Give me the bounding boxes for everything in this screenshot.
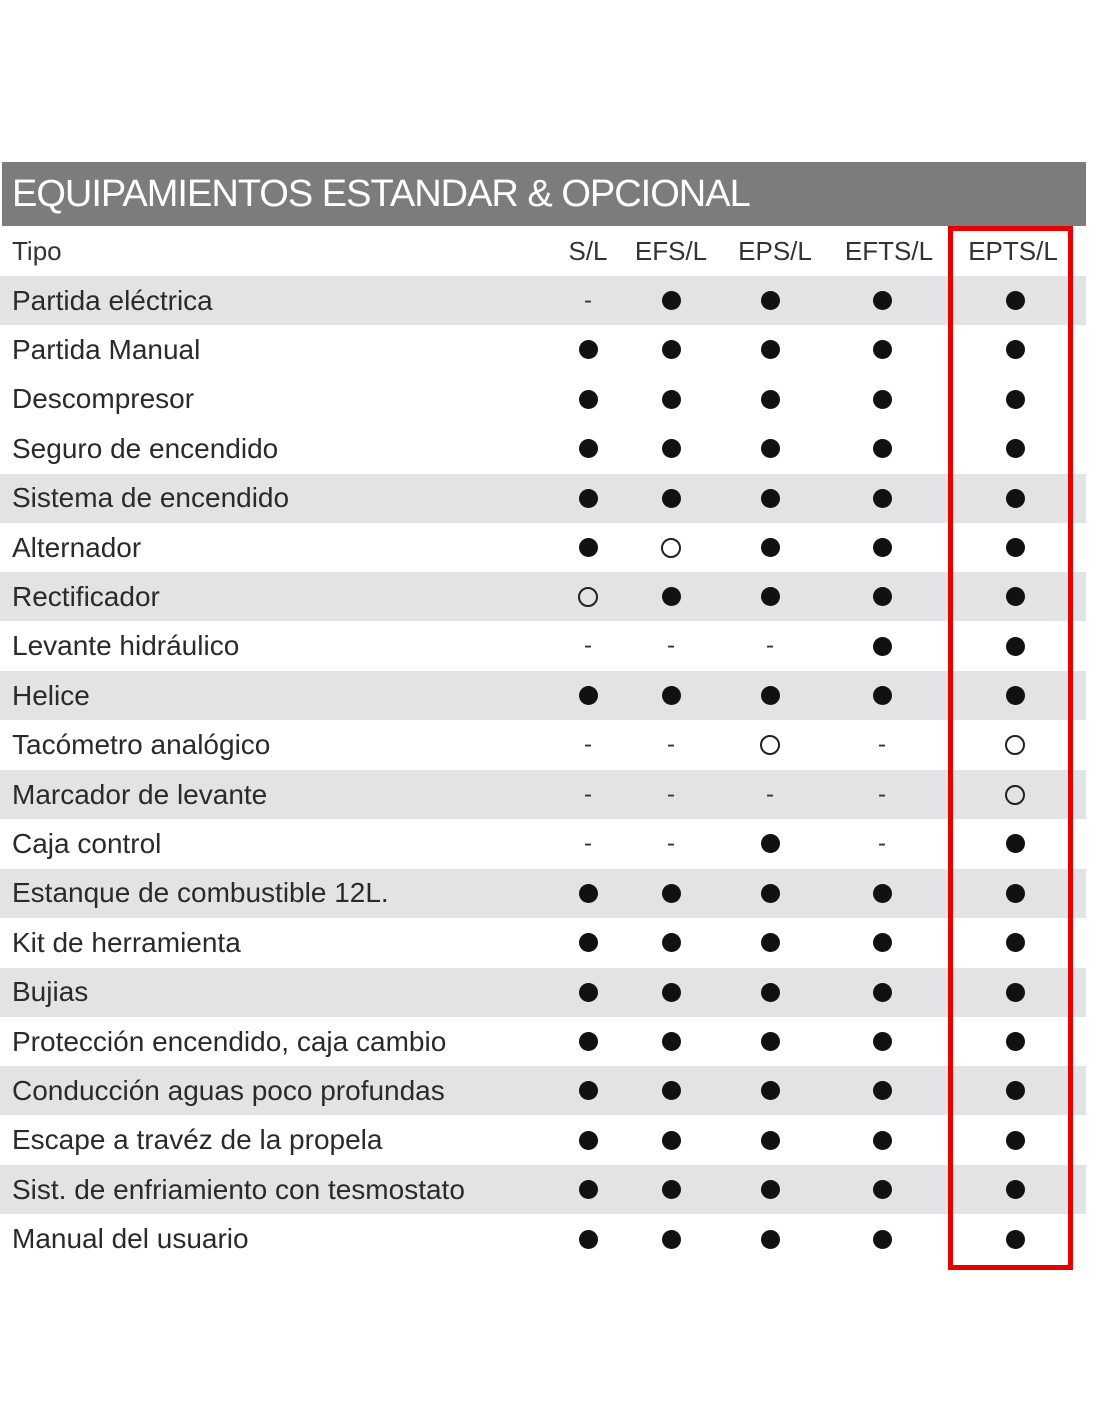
filled-dot-icon	[579, 390, 598, 409]
row-cell-eftsl	[852, 721, 912, 770]
row-cell-epsl	[740, 424, 800, 473]
row-cell-eptsl	[985, 819, 1045, 868]
filled-dot-icon	[579, 538, 598, 557]
row-cell-efsl	[641, 968, 701, 1017]
dash-icon: -	[584, 286, 592, 314]
filled-dot-icon	[1006, 1180, 1025, 1199]
row-cell-eftsl	[852, 474, 912, 523]
filled-dot-icon	[662, 439, 681, 458]
table-row	[0, 671, 1086, 720]
row-cell-eptsl	[985, 671, 1045, 720]
open-circle-icon	[1005, 785, 1025, 805]
row-cell-eptsl	[985, 572, 1045, 621]
row-cell-efsl	[641, 1116, 701, 1165]
row-cell-eptsl	[985, 622, 1045, 671]
filled-dot-icon	[761, 983, 780, 1002]
header-col-eptsl: EPTS/L	[968, 235, 1058, 266]
header-col-efsl: EFS/L	[634, 235, 708, 266]
filled-dot-icon	[761, 1032, 780, 1051]
row-cell-sl	[558, 1165, 618, 1214]
table-row	[0, 819, 1086, 868]
row-cell-epsl	[740, 918, 800, 967]
row-cell-eptsl	[985, 1116, 1045, 1165]
filled-dot-icon	[873, 538, 892, 557]
filled-dot-icon	[662, 587, 681, 606]
row-cell-epsl	[740, 1165, 800, 1214]
row-cell-efsl	[641, 572, 701, 621]
row-cell-eftsl	[852, 968, 912, 1017]
row-cell-eptsl	[985, 918, 1045, 967]
filled-dot-icon	[761, 439, 780, 458]
filled-dot-icon	[1006, 291, 1025, 310]
row-label: Estanque de combustible 12L.	[12, 877, 389, 909]
filled-dot-icon	[1006, 933, 1025, 952]
row-cell-sl	[558, 869, 618, 918]
row-cell-eftsl	[852, 1165, 912, 1214]
row-cell-sl	[558, 819, 618, 868]
filled-dot-icon	[579, 1180, 598, 1199]
filled-dot-icon	[1006, 587, 1025, 606]
row-cell-eptsl	[985, 1215, 1045, 1264]
filled-dot-icon	[1006, 834, 1025, 853]
filled-dot-icon	[873, 884, 892, 903]
filled-dot-icon	[761, 489, 780, 508]
row-cell-eftsl	[852, 325, 912, 374]
row-cell-sl	[558, 276, 618, 325]
row-cell-eptsl	[985, 276, 1045, 325]
dash-icon: -	[667, 731, 675, 759]
filled-dot-icon	[1006, 489, 1025, 508]
filled-dot-icon	[873, 933, 892, 952]
filled-dot-icon	[761, 884, 780, 903]
row-label: Tacómetro analógico	[12, 729, 271, 761]
filled-dot-icon	[1006, 1131, 1025, 1150]
table-row	[0, 375, 1086, 424]
row-cell-epsl	[740, 721, 800, 770]
filled-dot-icon	[579, 884, 598, 903]
filled-dot-icon	[662, 1230, 681, 1249]
filled-dot-icon	[579, 1131, 598, 1150]
table-row	[0, 523, 1086, 572]
filled-dot-icon	[579, 489, 598, 508]
filled-dot-icon	[579, 439, 598, 458]
row-cell-epsl	[740, 276, 800, 325]
filled-dot-icon	[1006, 686, 1025, 705]
dash-icon: -	[584, 780, 592, 808]
row-cell-eftsl	[852, 819, 912, 868]
row-label: Partida eléctrica	[12, 284, 213, 316]
table-row	[0, 721, 1086, 770]
filled-dot-icon	[873, 291, 892, 310]
row-cell-eftsl	[852, 622, 912, 671]
table-row	[0, 1066, 1086, 1115]
filled-dot-icon	[873, 489, 892, 508]
row-cell-efsl	[641, 1066, 701, 1115]
filled-dot-icon	[873, 587, 892, 606]
dash-icon: -	[667, 780, 675, 808]
row-cell-eptsl	[985, 1066, 1045, 1115]
filled-dot-icon	[1006, 538, 1025, 557]
filled-dot-icon	[662, 1180, 681, 1199]
filled-dot-icon	[579, 983, 598, 1002]
table-row	[0, 1165, 1086, 1214]
filled-dot-icon	[1006, 390, 1025, 409]
row-cell-eptsl	[985, 424, 1045, 473]
row-cell-sl	[558, 1017, 618, 1066]
row-cell-efsl	[641, 819, 701, 868]
filled-dot-icon	[662, 983, 681, 1002]
row-cell-sl	[558, 671, 618, 720]
row-label: Alternador	[12, 531, 142, 563]
row-cell-eptsl	[985, 869, 1045, 918]
filled-dot-icon	[761, 1081, 780, 1100]
row-cell-epsl	[740, 671, 800, 720]
filled-dot-icon	[662, 291, 681, 310]
row-label: Helice	[12, 679, 90, 711]
row-label: Levante hidráulico	[12, 630, 240, 662]
row-cell-eptsl	[985, 523, 1045, 572]
row-label: Sistema de encendido	[12, 482, 290, 514]
row-label: Rectificador	[12, 580, 160, 612]
filled-dot-icon	[873, 340, 892, 359]
row-cell-epsl	[740, 523, 800, 572]
row-cell-sl	[558, 474, 618, 523]
row-label: Descompresor	[12, 383, 195, 415]
filled-dot-icon	[761, 1180, 780, 1199]
filled-dot-icon	[662, 340, 681, 359]
row-cell-eftsl	[852, 523, 912, 572]
filled-dot-icon	[1006, 1081, 1025, 1100]
row-cell-epsl	[740, 375, 800, 424]
table-row	[0, 770, 1086, 819]
row-cell-epsl	[740, 325, 800, 374]
table-row	[0, 424, 1086, 473]
filled-dot-icon	[873, 637, 892, 656]
header-col-sl: S/L	[568, 235, 608, 266]
filled-dot-icon	[1006, 884, 1025, 903]
row-cell-eftsl	[852, 572, 912, 621]
filled-dot-icon	[1006, 1230, 1025, 1249]
row-cell-efsl	[641, 721, 701, 770]
dash-icon: -	[667, 632, 675, 660]
row-label: Escape a travéz de la propela	[12, 1124, 383, 1156]
row-cell-efsl	[641, 770, 701, 819]
row-cell-sl	[558, 770, 618, 819]
filled-dot-icon	[579, 340, 598, 359]
row-cell-eptsl	[985, 325, 1045, 374]
row-cell-epsl	[740, 622, 800, 671]
row-cell-epsl	[740, 1116, 800, 1165]
dash-icon: -	[667, 829, 675, 857]
table-row	[0, 918, 1086, 967]
row-cell-sl	[558, 375, 618, 424]
filled-dot-icon	[662, 933, 681, 952]
dash-icon: -	[878, 829, 886, 857]
table-row	[0, 276, 1086, 325]
table-title-banner	[2, 162, 1086, 226]
header-label-tipo: Tipo	[12, 235, 62, 266]
filled-dot-icon	[873, 1131, 892, 1150]
row-cell-epsl	[740, 869, 800, 918]
row-cell-eptsl	[985, 968, 1045, 1017]
row-cell-sl	[558, 1215, 618, 1264]
table-row	[0, 1017, 1086, 1066]
row-cell-eptsl	[985, 1017, 1045, 1066]
row-cell-eftsl	[852, 1116, 912, 1165]
row-cell-eptsl	[985, 474, 1045, 523]
filled-dot-icon	[579, 686, 598, 705]
row-cell-epsl	[740, 474, 800, 523]
filled-dot-icon	[761, 834, 780, 853]
filled-dot-icon	[662, 1032, 681, 1051]
filled-dot-icon	[873, 1081, 892, 1100]
row-cell-eftsl	[852, 918, 912, 967]
dash-icon: -	[766, 780, 774, 808]
row-cell-efsl	[641, 1165, 701, 1214]
filled-dot-icon	[579, 933, 598, 952]
row-cell-epsl	[740, 770, 800, 819]
row-cell-sl	[558, 721, 618, 770]
row-cell-efsl	[641, 474, 701, 523]
filled-dot-icon	[1006, 637, 1025, 656]
row-label: Kit de herramienta	[12, 926, 241, 958]
row-cell-eftsl	[852, 1215, 912, 1264]
header-col-epsl: EPS/L	[738, 235, 812, 266]
table-row	[0, 474, 1086, 523]
open-circle-icon	[760, 735, 780, 755]
dash-icon: -	[878, 731, 886, 759]
row-cell-efsl	[641, 918, 701, 967]
row-cell-sl	[558, 523, 618, 572]
dash-icon: -	[584, 632, 592, 660]
row-cell-epsl	[740, 1215, 800, 1264]
row-cell-eftsl	[852, 770, 912, 819]
row-cell-epsl	[740, 572, 800, 621]
row-cell-sl	[558, 1116, 618, 1165]
row-cell-eftsl	[852, 424, 912, 473]
table-header-row	[0, 226, 1086, 276]
filled-dot-icon	[761, 587, 780, 606]
row-cell-efsl	[641, 325, 701, 374]
filled-dot-icon	[579, 1032, 598, 1051]
filled-dot-icon	[761, 340, 780, 359]
filled-dot-icon	[873, 390, 892, 409]
filled-dot-icon	[873, 439, 892, 458]
row-cell-epsl	[740, 1066, 800, 1115]
open-circle-icon	[661, 538, 681, 558]
dash-icon: -	[584, 829, 592, 857]
filled-dot-icon	[662, 1081, 681, 1100]
filled-dot-icon	[761, 686, 780, 705]
filled-dot-icon	[873, 1180, 892, 1199]
row-label: Conducción aguas poco profundas	[12, 1074, 445, 1106]
table-row	[0, 622, 1086, 671]
row-cell-eptsl	[985, 721, 1045, 770]
filled-dot-icon	[873, 1032, 892, 1051]
row-cell-sl	[558, 968, 618, 1017]
table-row	[0, 1215, 1086, 1264]
row-cell-sl	[558, 622, 618, 671]
open-circle-icon	[578, 587, 598, 607]
filled-dot-icon	[662, 489, 681, 508]
row-cell-eftsl	[852, 1017, 912, 1066]
filled-dot-icon	[662, 686, 681, 705]
row-cell-efsl	[641, 424, 701, 473]
row-cell-eptsl	[985, 375, 1045, 424]
header-col-eftsl: EFTS/L	[844, 235, 934, 266]
table-row	[0, 572, 1086, 621]
row-label: Bujias	[12, 976, 89, 1008]
row-cell-eftsl	[852, 671, 912, 720]
row-label: Seguro de encendido	[12, 432, 279, 464]
filled-dot-icon	[873, 686, 892, 705]
row-cell-eftsl	[852, 869, 912, 918]
row-label: Marcador de levante	[12, 778, 268, 810]
row-cell-epsl	[740, 1017, 800, 1066]
row-label: Manual del usuario	[12, 1223, 249, 1255]
filled-dot-icon	[662, 390, 681, 409]
filled-dot-icon	[873, 1230, 892, 1249]
filled-dot-icon	[662, 1131, 681, 1150]
row-cell-epsl	[740, 968, 800, 1017]
table-row	[0, 968, 1086, 1017]
filled-dot-icon	[1006, 340, 1025, 359]
row-cell-efsl	[641, 1017, 701, 1066]
row-cell-sl	[558, 572, 618, 621]
row-cell-eptsl	[985, 770, 1045, 819]
filled-dot-icon	[761, 291, 780, 310]
row-cell-eftsl	[852, 276, 912, 325]
row-cell-efsl	[641, 869, 701, 918]
row-cell-efsl	[641, 523, 701, 572]
filled-dot-icon	[579, 1081, 598, 1100]
filled-dot-icon	[1006, 1032, 1025, 1051]
row-cell-sl	[558, 424, 618, 473]
row-cell-eptsl	[985, 1165, 1045, 1214]
row-label: Protección encendido, caja cambio	[12, 1025, 447, 1057]
row-cell-efsl	[641, 622, 701, 671]
filled-dot-icon	[761, 390, 780, 409]
filled-dot-icon	[662, 884, 681, 903]
dash-icon: -	[584, 731, 592, 759]
row-cell-efsl	[641, 671, 701, 720]
row-cell-efsl	[641, 1215, 701, 1264]
row-cell-efsl	[641, 276, 701, 325]
row-cell-sl	[558, 325, 618, 374]
row-cell-sl	[558, 1066, 618, 1115]
row-label: Partida Manual	[12, 333, 201, 365]
open-circle-icon	[1005, 735, 1025, 755]
table-title: EQUIPAMIENTOS ESTANDAR & OPCIONAL	[12, 173, 750, 215]
row-cell-efsl	[641, 375, 701, 424]
row-label: Caja control	[12, 827, 162, 859]
table-row	[0, 869, 1086, 918]
filled-dot-icon	[873, 983, 892, 1002]
row-cell-sl	[558, 918, 618, 967]
table-row	[0, 1116, 1086, 1165]
filled-dot-icon	[1006, 439, 1025, 458]
filled-dot-icon	[1006, 983, 1025, 1002]
dash-icon: -	[766, 632, 774, 660]
row-cell-eftsl	[852, 375, 912, 424]
table-row	[0, 325, 1086, 374]
filled-dot-icon	[761, 1131, 780, 1150]
dash-icon: -	[878, 780, 886, 808]
row-cell-eftsl	[852, 1066, 912, 1115]
filled-dot-icon	[761, 538, 780, 557]
filled-dot-icon	[761, 1230, 780, 1249]
row-label: Sist. de enfriamiento con tesmostato	[12, 1173, 465, 1205]
filled-dot-icon	[579, 1230, 598, 1249]
row-cell-epsl	[740, 819, 800, 868]
filled-dot-icon	[761, 933, 780, 952]
